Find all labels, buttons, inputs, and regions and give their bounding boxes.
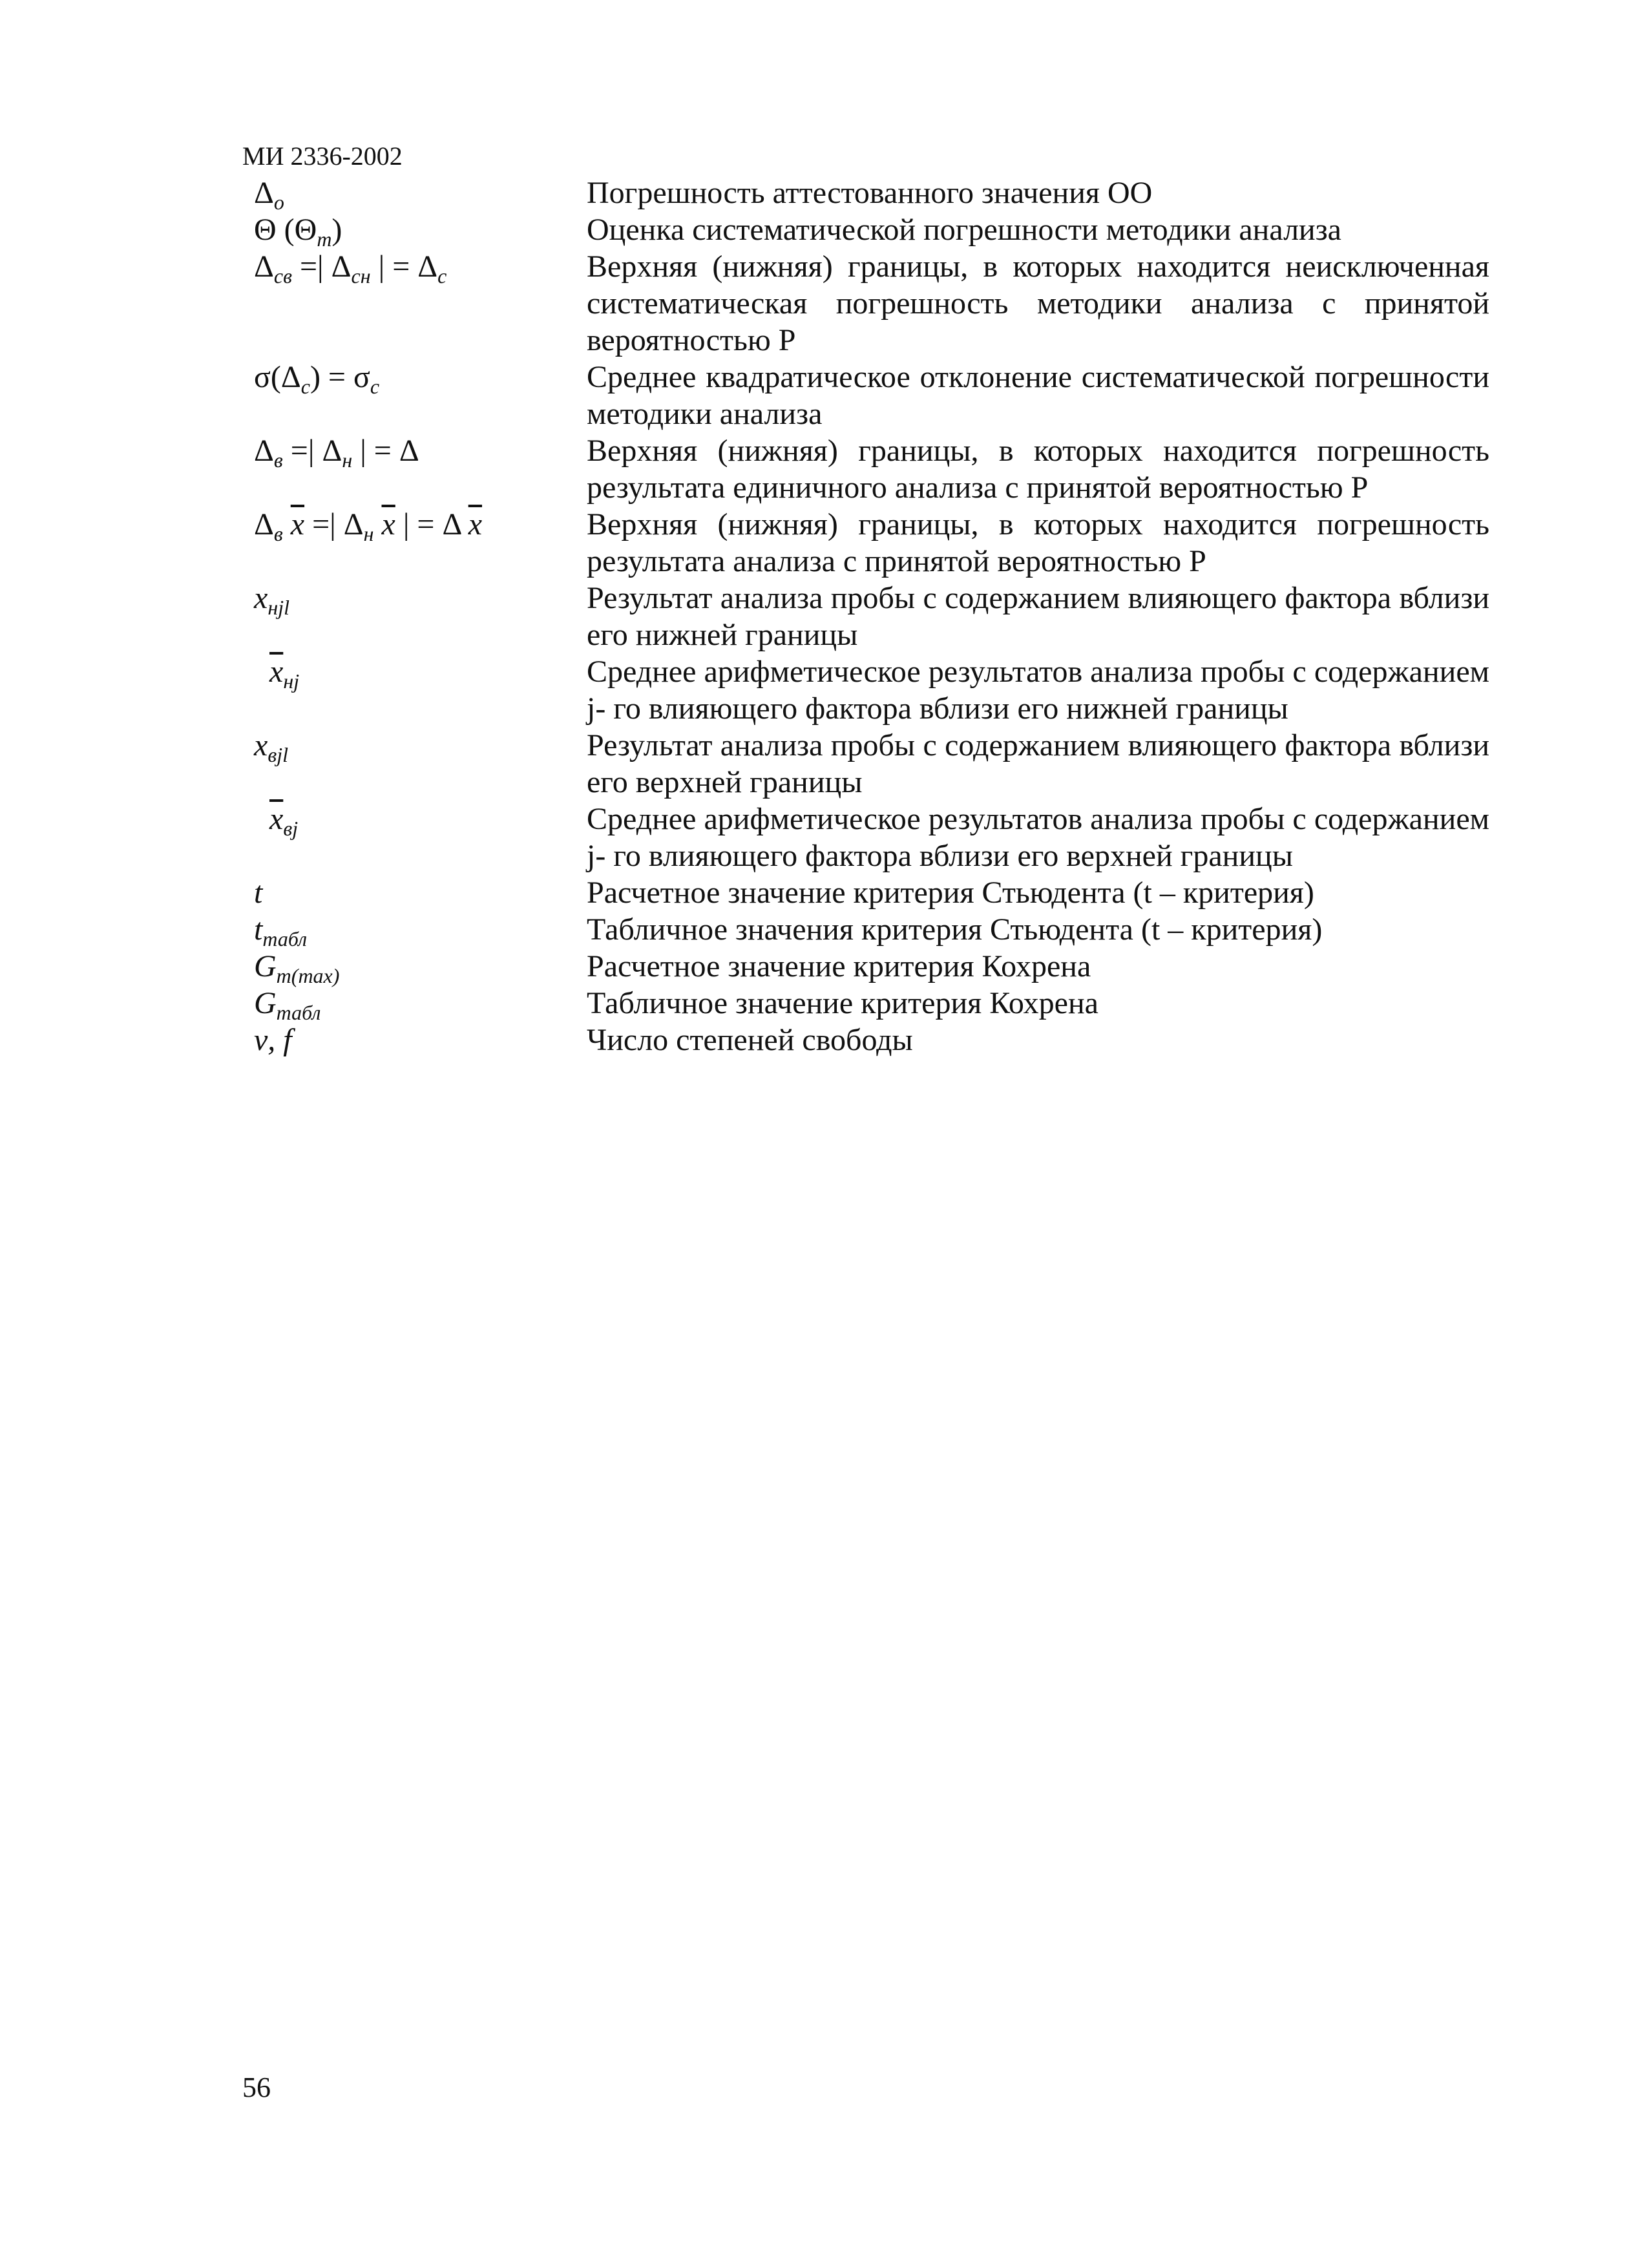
symbol-description: Верхняя (нижняя) границы, в которых находится погрешность результата единичного анализа с принятой вероятностью Р xyxy=(587,434,1489,505)
list-item xyxy=(242,174,1489,214)
symbols-list xyxy=(242,174,1489,1058)
list-item xyxy=(242,948,1489,985)
symbol-description: Расчетное значение критерия Кохрена xyxy=(587,949,1091,983)
symbol-formula: $x_{нjl}$ xyxy=(254,581,289,619)
document-code: МИ 2336-2002 xyxy=(242,142,403,171)
symbol-description: Среднее квадратическое отклонение систематической погрешности методики анализа xyxy=(587,360,1489,431)
list-item xyxy=(242,211,1489,251)
list-item xyxy=(242,359,1489,432)
symbol-formula: $\Delta_{св}$ =| $\Delta_{сн}$ | = $\Delta_с$ xyxy=(254,249,447,288)
list-item xyxy=(242,801,1489,874)
symbol-description: Оценка систематической погрешности методики анализа xyxy=(587,213,1341,247)
symbol-formula: $\overline{x}_{нj}$ xyxy=(269,655,300,693)
symbol-formula: $\Delta_в$ $\overline{x}$ =| $\Delta_н$ $\overline{x}$ | = Δ $\overline{x}$ xyxy=(254,507,483,545)
symbol-formula: $\sigma(\Delta_с) = \sigma_с$ xyxy=(254,360,380,398)
symbol-description: Расчетное значение критерия Стьюдента (t – критерия) xyxy=(587,876,1314,910)
list-item xyxy=(242,432,1489,506)
symbol-formula: ν, f xyxy=(254,1023,292,1057)
symbol-description: Верхняя (нижняя) границы, в которых находится неисключенная систематическая погрешность методики анализа с принятой вероятностью Р xyxy=(587,249,1489,357)
symbol-description: Погрешность аттестованного значения ОО xyxy=(587,176,1153,210)
symbol-description: Верхняя (нижняя) границы, в которых находится погрешность результата анализа с принятой вероятностью Р xyxy=(587,507,1489,578)
symbol-formula: $\Delta_о$ xyxy=(254,176,284,214)
symbol-description: Табличное значения критерия Стьюдента (t – критерия) xyxy=(587,912,1323,947)
list-item xyxy=(242,985,1489,1022)
list-item xyxy=(242,727,1489,801)
list-item xyxy=(242,653,1489,727)
symbol-description: Результат анализа пробы с содержанием влияющего фактора вблизи его нижней границы xyxy=(587,581,1489,652)
symbol-formula: $\Delta_в$ =| $\Delta_н$ | = Δ xyxy=(254,434,419,472)
symbol-formula: $\overline{x}_{вj}$ xyxy=(269,802,299,840)
list-item xyxy=(242,874,1489,911)
list-item xyxy=(242,911,1489,948)
symbol-description: Табличное значение критерия Кохрена xyxy=(587,986,1098,1020)
symbol-formula: $G_{m(max)}$ xyxy=(254,949,340,987)
symbol-formula: $x_{вjl}$ xyxy=(254,728,288,766)
page-number: 56 xyxy=(242,2072,271,2103)
symbol-description: Среднее арифметическое результатов анализа пробы с содержанием j- го влияющего фактора вблизи его верхней границы xyxy=(587,802,1489,873)
symbol-formula: t xyxy=(254,876,263,910)
list-item xyxy=(242,580,1489,653)
symbol-formula: $G_{табл}$ xyxy=(254,986,321,1024)
list-item xyxy=(242,506,1489,580)
symbol-description: Число степеней свободы xyxy=(587,1023,913,1057)
symbol-description: Результат анализа пробы с содержанием влияющего фактора вблизи его верхней границы xyxy=(587,728,1489,799)
list-item xyxy=(242,1022,1489,1058)
list-item xyxy=(242,248,1489,359)
symbol-formula: $t_{табл}$ xyxy=(254,912,308,950)
symbol-description: Среднее арифметическое результатов анализа пробы с содержанием j- го влияющего фактора вблизи его нижней границы xyxy=(587,655,1489,726)
symbol-formula: Θ $(\Theta_m)$ xyxy=(254,213,342,251)
